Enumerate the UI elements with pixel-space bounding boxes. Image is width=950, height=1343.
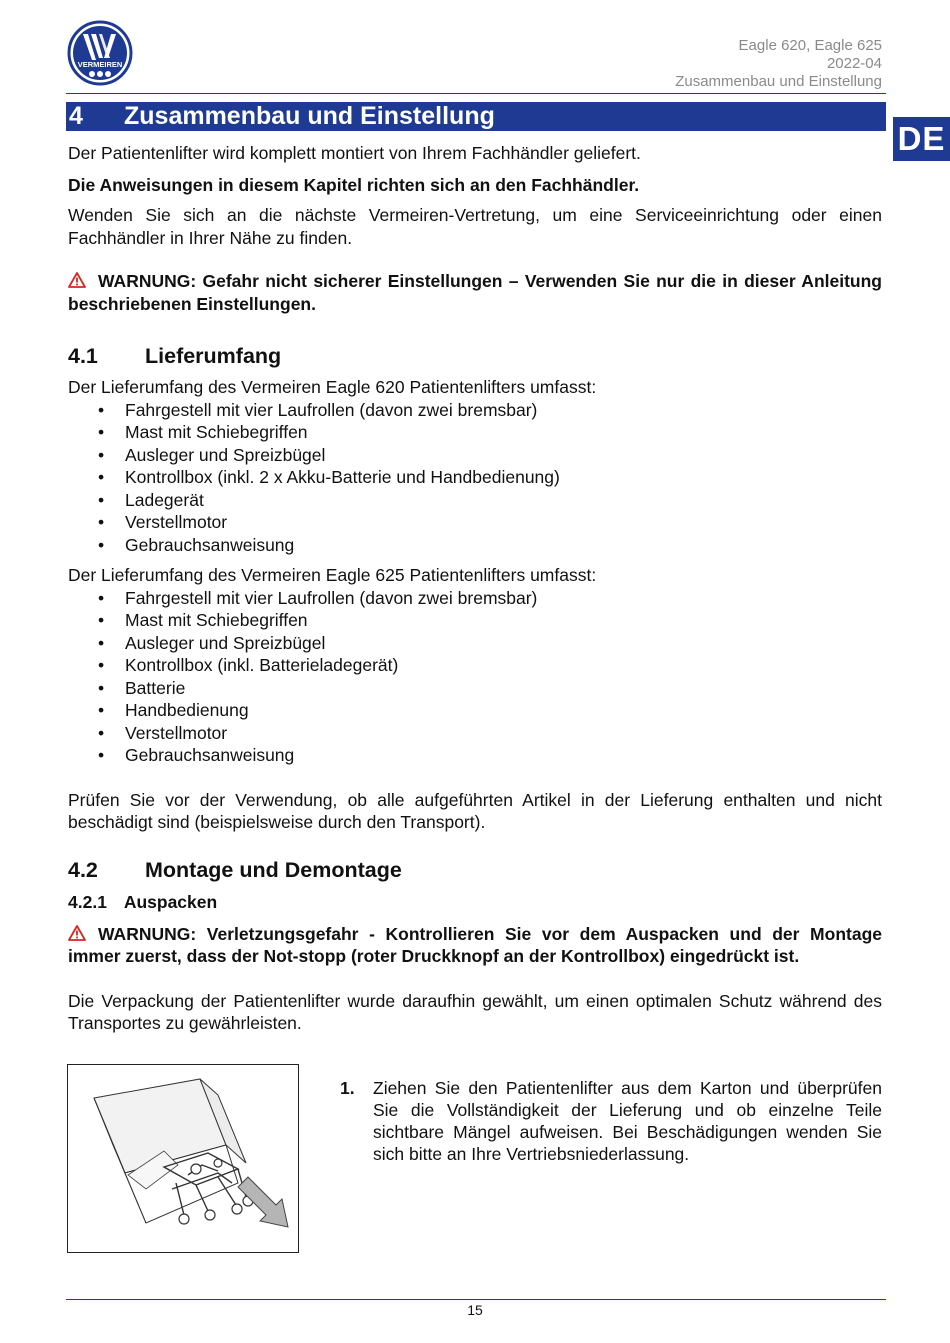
list-item: • Fahrgestell mit vier Laufrollen (davon zwei bremsbar) [68,399,882,422]
delivery-625-list [68,587,882,767]
section-4-2 [68,857,882,1035]
list-item: • Gebrauchsanweisung [68,534,882,557]
vermeiren-logo [66,20,134,86]
step-number: 1. [340,1078,355,1098]
list-item: • Kontrollbox (inkl. Batterieladegerät) [68,654,882,677]
intro-section [68,142,882,315]
unpacking-illustration [67,1064,299,1253]
list-item: • Ausleger und Spreizbügel [68,444,882,467]
warning-icon [68,272,86,288]
intro-paragraph-2: Die Anweisungen in diesem Kapitel richten sich an den Fachhändler. [68,174,640,195]
language-tab: DE [893,117,950,161]
list-item: • Ladegerät [68,489,882,512]
packaging-paragraph: Die Verpackung der Patientenlifter wurde daraufhin gewählt, um einen optimalen Schutz während des Transportes zu gewährleisten. [68,990,882,1033]
logo-wordmark: VERMEIREN [77,60,123,69]
chapter-heading [66,102,886,131]
intro-warning [68,270,882,315]
section-4-2-heading [68,857,882,883]
chapter-number: 4 [69,102,83,130]
list-item: • Mast mit Schiebegriffen [68,421,882,444]
step-text: Ziehen Sie den Patientenlifter aus dem Karton und überprüfen Sie die Vollständigkeit der Lieferung und ob einzelne Teile sichtbare Mängel aufweisen. Bei Beschädigungen wenden Sie sich bitte an Ihre Vertriebsniederlassung. [373,1078,882,1164]
header-model: Eagle 620, Eagle 625 [738,37,882,54]
list-item: • Gebrauchsanweisung [68,744,882,767]
list-item: • Mast mit Schiebegriffen [68,609,882,632]
delivery-620-intro: Der Lieferumfang des Vermeiren Eagle 620 Patientenlifters umfasst: [68,377,597,397]
page-number: 15 [467,1302,483,1318]
section-4-2-1-number: 4.2.1 [68,892,107,912]
header-divider [66,93,886,94]
list-item: • Verstellmotor [68,511,882,534]
section-4-2-title: Montage und Demontage [145,858,402,882]
list-item: • Fahrgestell mit vier Laufrollen (davon zwei bremsbar) [68,587,882,610]
intro-paragraph-1: Der Patientenlifter wird komplett montiert von Ihrem Fachhändler geliefert. [68,143,641,163]
list-item: • Ausleger und Spreizbügel [68,632,882,655]
section-4-2-number: 4.2 [68,858,98,882]
header-date: 2022-04 [826,55,882,72]
delivery-625-intro: Der Lieferumfang des Vermeiren Eagle 625 Patientenlifters umfasst: [68,565,597,585]
delivery-check-paragraph: Prüfen Sie vor der Verwendung, ob alle aufgeführten Artikel in der Lieferung enthalten und nicht beschädigt sind (beispielsweise durch den Transport). [68,789,882,832]
section-4-2-1-heading [68,891,882,914]
delivery-620-list [68,399,882,557]
intro-paragraph-3: Wenden Sie sich an die nächste Vermeiren-Vertretung, um eine Serviceeinrichtung oder einen Fachhändler in Ihrer Nähe zu finden. [68,205,882,248]
section-4-1-title: Lieferumfang [145,344,282,368]
intro-warning-text: WARNUNG: Gefahr nicht sicherer Einstellungen – Verwenden Sie nur die in dieser Anleitung beschriebenen Einstellungen. [68,271,882,314]
list-item: • Batterie [68,677,882,700]
list-item: • Kontrollbox (inkl. 2 x Akku-Batterie und Handbedienung) [68,466,882,489]
list-item: • Verstellmotor [68,722,882,745]
unpacking-step-1 [340,1077,882,1165]
unpacking-warning [68,923,882,968]
unpacking-warning-text: WARNUNG: Verletzungsgefahr - Kontrollieren Sie vor dem Auspacken und der Montage immer zuerst, dass der Not-stopp (roter Druckknopf an der Kontrollbox) eingedrückt ist. [68,923,882,966]
section-4-2-1-title: Auspacken [123,892,218,912]
section-4-1 [68,343,882,834]
header-section: Zusammenbau und Einstellung [675,73,882,90]
header-meta [675,37,882,91]
footer-divider [66,1299,886,1300]
warning-icon [68,925,86,941]
list-item: • Handbedienung [68,699,882,722]
chapter-title: Zusammenbau und Einstellung [124,102,495,130]
section-4-1-number: 4.1 [68,344,98,368]
section-4-1-heading [68,343,882,369]
